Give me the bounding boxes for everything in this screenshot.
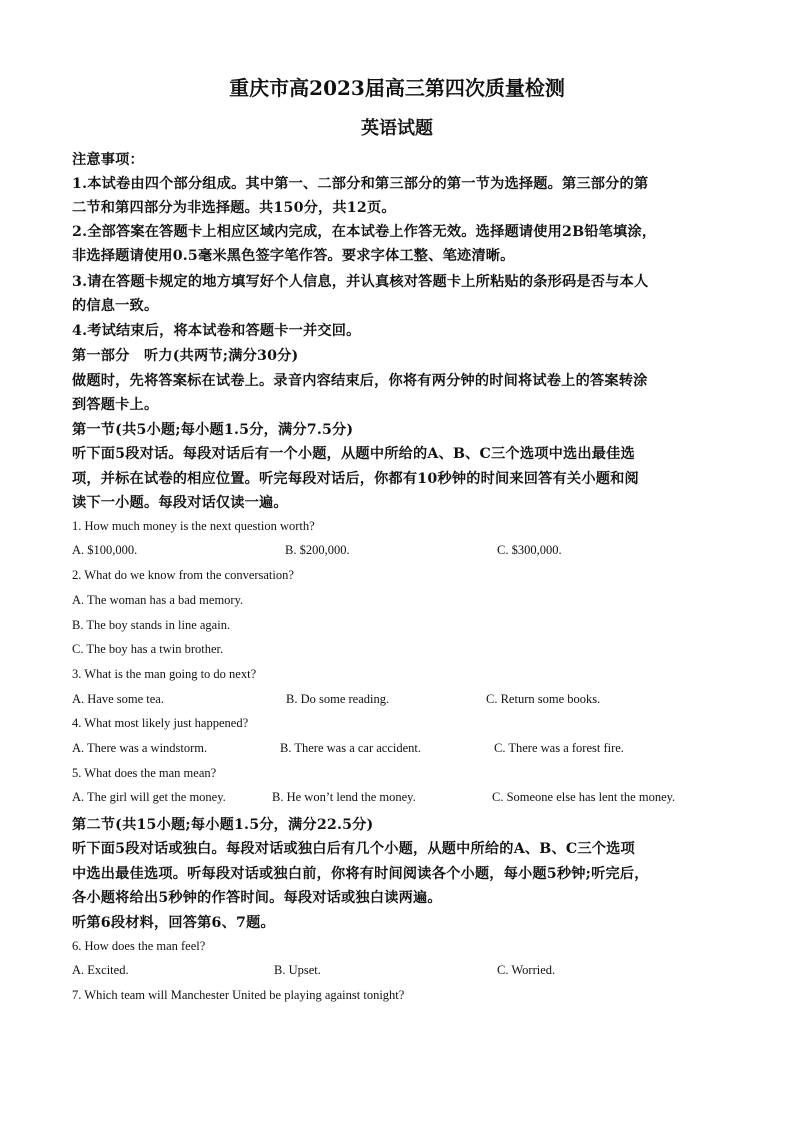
q1-option-b: B. $200,000. (285, 543, 350, 557)
section2-intro-line-3: 各小题将给出5秒钟的作答时间。每段对话或独白读两遍。 (72, 890, 442, 906)
q3-option-c: C. Return some books. (486, 692, 601, 706)
part1-intro-line-1: 做题时，先将答案标在试卷上。录音内容结束后，你将有两分钟的时间将试卷上的答案转涂 (72, 373, 648, 389)
question-4: 4. What most likely just happened? (72, 716, 249, 730)
section1-intro-line-1: 听下面5段对话。每段对话后有一个小题，从题中所给的A、B、C三个选项中选出最佳选 (72, 446, 635, 462)
question-3: 3. What is the man going to do next? (72, 667, 257, 681)
section1-heading: 第一节(共5小题;每小题1.5分，满分7.5分) (72, 422, 354, 438)
section1-intro-line-2: 项，并标在试卷的相应位置。听完每段对话后，你都有10秒钟的时间来回答有关小题和阅 (72, 471, 639, 487)
q4-option-b: B. There was a car accident. (280, 741, 422, 755)
notice-item-4: 4.考试结束后，将本试卷和答题卡一并交回。 (72, 323, 361, 339)
q2-option-b: B. The boy stands in line again. (72, 618, 231, 632)
section2-intro-line-1: 听下面5段对话或独白。每段对话或独白后有几个小题，从题中所给的A、B、C三个选项 (72, 841, 635, 857)
q1-option-a: A. $100,000. (72, 543, 138, 557)
q6-option-b: B. Upset. (274, 963, 321, 977)
notice-item-1-line-1: 1.本试卷由四个部分组成。其中第一、二部分和第三部分的第一节为选择题。第三部分的第 (72, 176, 649, 192)
notice-item-3-line-2: 的信息一致。 (72, 298, 159, 314)
part1-heading: 第一部分 听力(共两节;满分30分) (72, 348, 299, 364)
section2-heading: 第二节(共15小题;每小题1.5分，满分22.5分) (72, 817, 374, 833)
q5-option-b: B. He won’t lend the money. (272, 790, 416, 804)
part1-intro-line-2: 到答题卡上。 (72, 397, 159, 413)
question-7: 7. Which team will Manchester United be playing against tonight? (72, 988, 405, 1002)
question-2: 2. What do we know from the conversation? (72, 568, 294, 582)
q3-option-b: B. Do some reading. (286, 692, 390, 706)
q4-option-c: C. There was a forest fire. (494, 741, 624, 755)
q2-option-c: C. The boy has a twin brother. (72, 642, 224, 656)
notice-item-1-line-2: 二节和第四部分为非选择题。共150分，共12页。 (72, 200, 396, 216)
q1-option-c: C. $300,000. (497, 543, 562, 557)
question-5: 5. What does the man mean? (72, 766, 217, 780)
notice-item-2-line-2: 非选择题请使用0.5毫米黑色签字笔作答。要求字体工整、笔迹清晰。 (72, 248, 515, 264)
q5-option-a: A. The girl will get the money. (72, 790, 226, 804)
section2-intro-line-2: 中选出最佳选项。听每段对话或独白前，你将有时间阅读各个小题，每小题5秒钟;听完后， (72, 866, 649, 882)
material-6-heading: 听第6段材料，回答第6、7题。 (72, 915, 275, 931)
notice-item-3-line-1: 3.请在答题卡规定的地方填写好个人信息，并认真核对答题卡上所粘贴的条形码是否与本人 (72, 274, 649, 290)
notice-heading: 注意事项： (72, 152, 144, 168)
exam-subtitle: 英语试题 (361, 118, 433, 139)
question-1: 1. How much money is the next question worth? (72, 519, 315, 533)
q5-option-c: C. Someone else has lent the money. (492, 790, 676, 804)
q6-option-c: C. Worried. (497, 963, 556, 977)
q4-option-a: A. There was a windstorm. (72, 741, 208, 755)
q3-option-a: A. Have some tea. (72, 692, 164, 706)
question-6: 6. How does the man feel? (72, 939, 206, 953)
notice-item-2-line-1: 2.全部答案在答题卡上相应区域内完成，在本试卷上作答无效。选择题请使用2B铅笔填涂， (72, 224, 657, 240)
q2-option-a: A. The woman has a bad memory. (72, 593, 244, 607)
exam-title: 重庆市高2023届高三第四次质量检测 (229, 76, 565, 100)
section1-intro-line-3: 读下一小题。每段对话仅读一遍。 (72, 495, 288, 511)
q6-option-a: A. Excited. (72, 963, 129, 977)
